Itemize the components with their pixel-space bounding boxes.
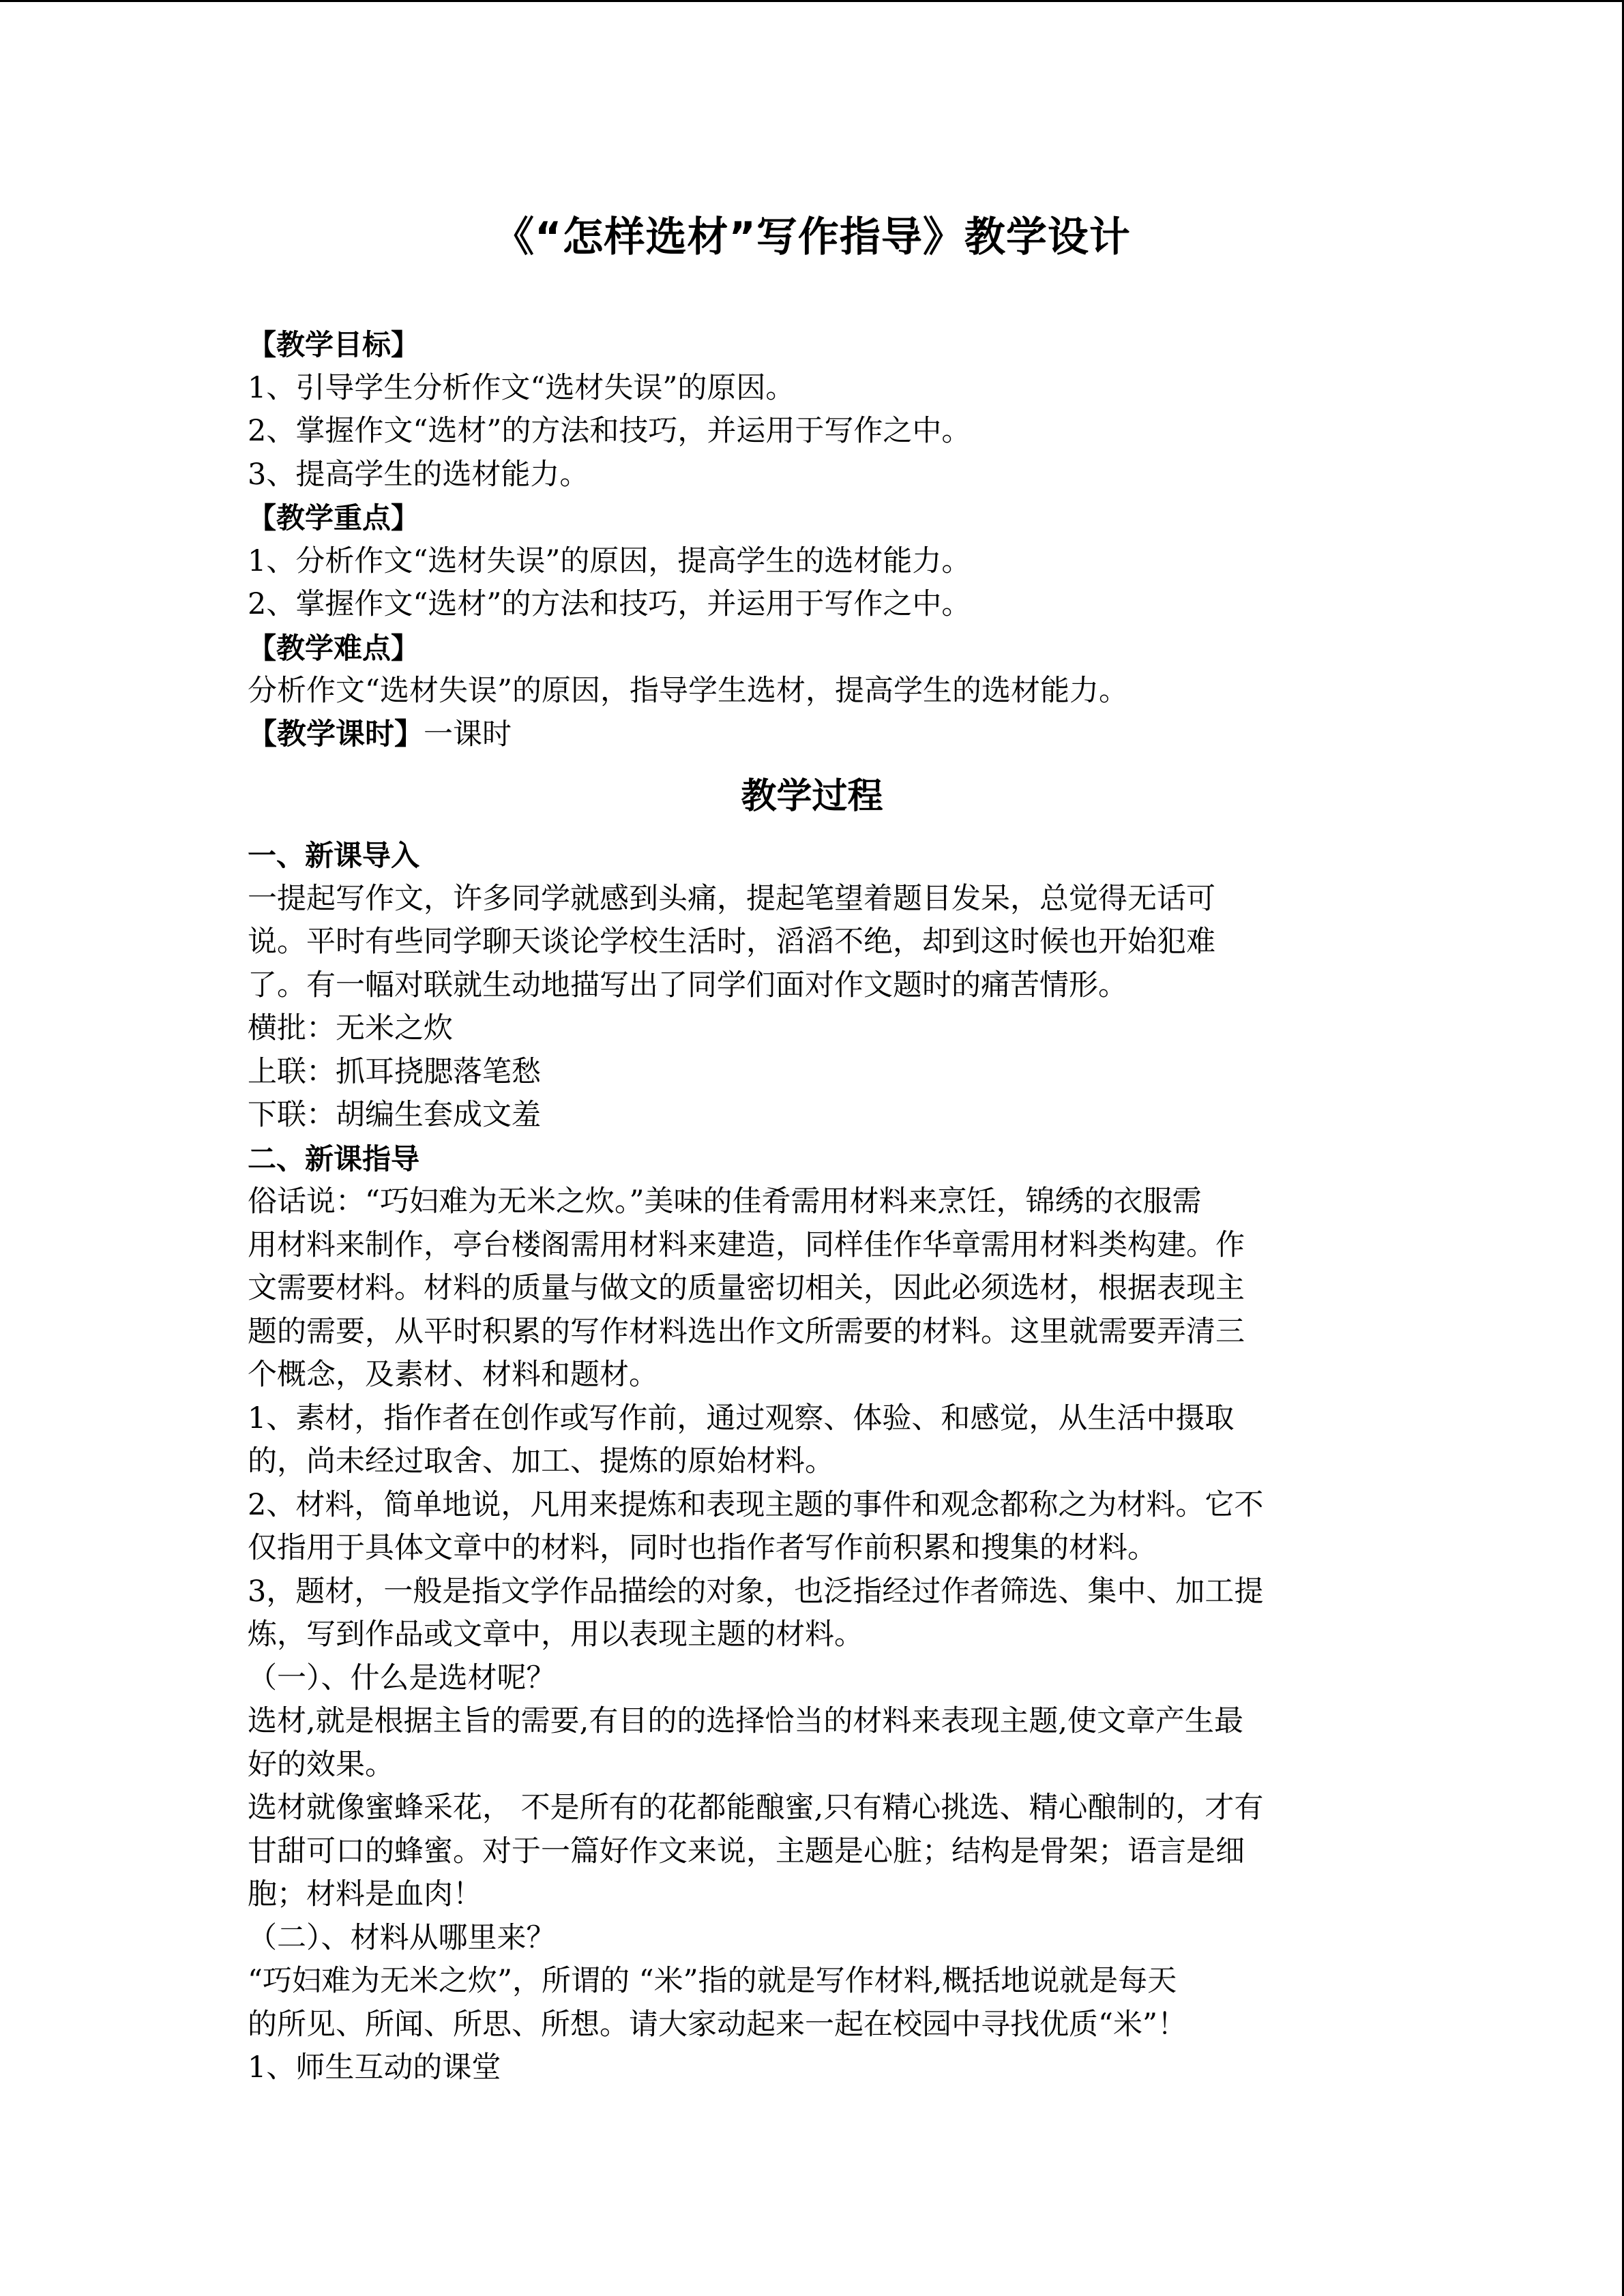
key-point-item: 1、分析作文“选材失误”的原因，提高学生的选材能力。 (248, 543, 971, 578)
hours-line (248, 713, 1393, 757)
subsection-heading: （二）、材料从哪里来？ (248, 1920, 556, 1955)
guidance-line: 甘甜可口的蜂蜜。对于一篇好作文来说，主题是心脏；结构是骨架；语言是细 (248, 1834, 1245, 1868)
intro-line: 一提起写作文，许多同学就感到头痛，提起笔望着题目发呆，总觉得无话可 (248, 881, 1215, 916)
key-points-heading: 【教学重点】 (248, 501, 420, 535)
intro-line: 说。平时有些同学聊天谈论学校生活时，滔滔不绝，却到这时候也开始犯难 (248, 925, 1215, 959)
document-title: 《“怎样选材”写作指导》教学设计 (493, 213, 1131, 261)
guidance-line: 炼，写到作品或文章中，用以表现主题的材料。 (248, 1617, 863, 1652)
guidance-line: 胞；材料是血肉！ (248, 1877, 482, 1911)
key-point-item: 2、掌握作文“选材”的方法和技巧，并运用于写作之中。 (248, 587, 971, 621)
hours-heading: 【教学课时】 (248, 717, 424, 751)
guidance-line: 1、师生互动的课堂 (248, 2051, 501, 2085)
guidance-line: 俗话说：“巧妇难为无米之炊。”美味的佳肴需用材料来烹饪，锦绣的衣服需 (248, 1184, 1202, 1219)
guidance-line: 的，尚未经过取舍、加工、提炼的原始材料。 (248, 1444, 834, 1478)
objective-item: 2、掌握作文“选材”的方法和技巧，并运用于写作之中。 (248, 414, 971, 448)
hours-value: 一课时 (424, 717, 512, 751)
guidance-line: 1、素材，指作者在创作或写作前，通过观察、体验、和感觉，从生活中摄取 (248, 1401, 1235, 1435)
objectives-heading: 【教学目标】 (248, 328, 420, 361)
objective-item: 3、提高学生的选材能力。 (248, 457, 589, 492)
guidance-line: 3，题材，一般是指文学作品描绘的对象，也泛指经过作者筛选、集中、加工提 (248, 1574, 1264, 1609)
objective-item: 1、引导学生分析作文“选材失误”的原因。 (248, 370, 795, 405)
intro-line: 了。有一幅对联就生动地描写出了同学们面对作文题时的痛苦情形。 (248, 968, 1127, 1002)
guidance-line: 文需要材料。材料的质量与做文的质量密切相关，因此必须选材，根据表现主 (248, 1271, 1245, 1305)
guidance-line: 的所见、所闻、所思、所想。请大家动起来一起在校园中寻找优质“米”！ (248, 2007, 1187, 2042)
guidance-line: 好的效果。 (248, 1747, 394, 1782)
subsection-heading: （一）、什么是选材呢？ (248, 1660, 556, 1695)
difficulties-text: 分析作文“选材失误”的原因，指导学生选材，提高学生的选材能力。 (248, 674, 1128, 708)
process-title: 教学过程 (741, 776, 883, 817)
couplet-upper: 上联：抓耳挠腮落笔愁 (248, 1054, 541, 1089)
document-body (248, 323, 1393, 2090)
difficulties-heading: 【教学难点】 (248, 631, 420, 665)
guidance-line: “巧妇难为无米之炊”，所谓的 “米”指的就是写作材料,概括地说就是每天 (248, 1964, 1177, 1998)
couplet-banner: 横批：无米之炊 (248, 1011, 453, 1045)
intro-heading: 一、新课导入 (248, 839, 420, 872)
guidance-line: 题的需要，从平时积累的写作材料选出作文所需要的材料。这里就需要弄清三 (248, 1314, 1245, 1349)
guidance-line: 仅指用于具体文章中的材料，同时也指作者写作前积累和搜集的材料。 (248, 1531, 1157, 1565)
guidance-heading: 二、新课指导 (248, 1142, 420, 1176)
guidance-line: 选材,就是根据主旨的需要,有目的的选择恰当的材料来表现主题,使文章产生最 (248, 1704, 1244, 1738)
guidance-line: 2、材料，简单地说，凡用来提炼和表现主题的事件和观念都称之为材料。它不 (248, 1487, 1264, 1522)
guidance-line: 个概念，及素材、材料和题材。 (248, 1358, 658, 1392)
guidance-line: 用材料来制作，亭台楼阁需用材料来建造，同样佳作华章需用材料类构建。作 (248, 1227, 1245, 1262)
guidance-line: 选材就像蜜蜂采花， 不是所有的花都能酿蜜,只有精心挑选、精心酿制的，才有 (248, 1791, 1264, 1825)
couplet-lower: 下联：胡编生套成文羞 (248, 1098, 541, 1132)
